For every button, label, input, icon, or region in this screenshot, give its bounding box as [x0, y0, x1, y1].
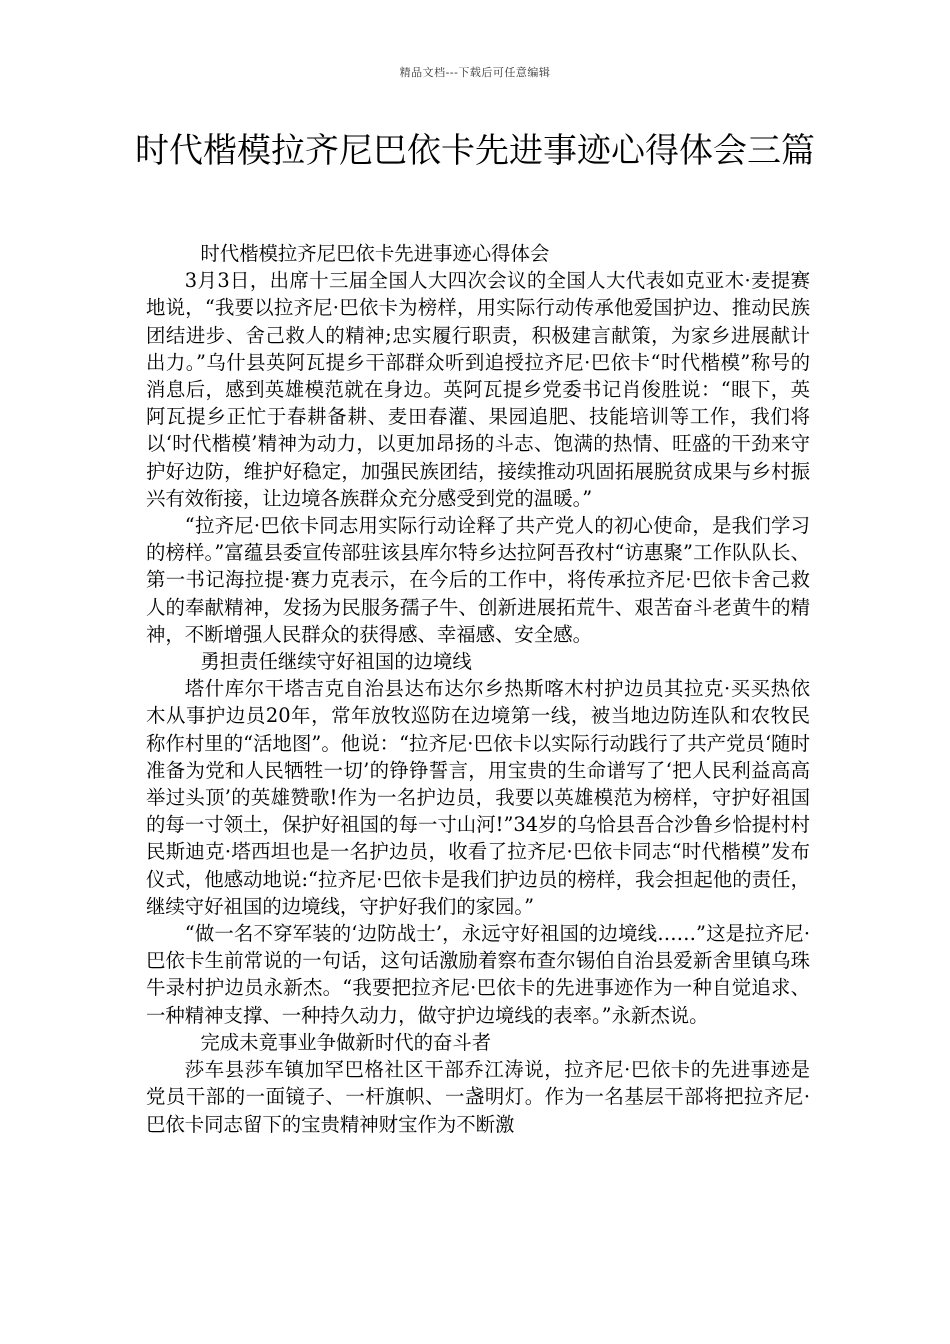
section-heading: 时代楷模拉齐尼巴依卡先进事迹心得体会 [200, 242, 550, 265]
body-paragraph: 3月3日，出席十三届全国人大四次会议的全国人大代表如克亚木·麦提赛地说，“我要以拉齐尼·巴依卡为榜样，用实际行动传承他爱国护边、推动民族团结进步、舍己救人的精神;忠实履行职责，积极建言献策，为家乡进展献计出力。”乌什县英阿瓦提乡干部群众听到追授拉齐尼·巴依卡“时代楷模”称号的消息后，感到英雄模范就在身边。英阿瓦提乡党委书记肖俊胜说：“眼下，英阿瓦提乡正忙于春耕备耕、麦田春灌、果园追肥、技能培训等工作，我们将以‘时代楷模’精神为动力，以更加昂扬的斗志、饱满的热情、旺盛的干劲来守护好边防，维护好稳定，加强民族团结，接续推动巩固拓展脱贫成果与乡村振兴有效衔接，让边境各族群众充分感受到党的温暖。” [146, 269, 810, 510]
body-paragraph: “做一名不穿军装的‘边防战士’，永远守好祖国的边境线……”这是拉齐尼·巴依卡生前常说的一句话，这句话激励着察布查尔锡伯自治县爱新舍里镇乌珠牛录村护边员永新杰。“我要把拉齐尼·巴依卡的先进事迹作为一种自觉追求、一种精神支撑、一种持久动力，做守护边境线的表率。”永新杰说。 [146, 922, 810, 1027]
section-heading: 勇担责任继续守好祖国的边境线 [200, 650, 472, 674]
body-paragraph: “拉齐尼·巴依卡同志用实际行动诠释了共产党人的初心使命，是我们学习的榜样。”富蕴县委宣传部驻该县库尔特乡达拉阿吾孜村“访惠聚”工作队队长、第一书记海拉提·赛力克表示，在今后的工作中，将传承拉齐尼·巴依卡舍己救人的奉献精神，发扬为民服务孺子牛、创新进展拓荒牛、艰苦奋斗老黄牛的精神，不断增强人民群众的获得感、幸福感、安全感。 [146, 514, 810, 646]
body-paragraph: 塔什库尔干塔吉克自治县达布达尔乡热斯喀木村护边员其拉克·买买热依木从事护边员20年，常年放牧巡防在边境第一线，被当地边防连队和农牧民称作村里的“活地图”。他说：“拉齐尼·巴依卡以实际行动践行了共产党员‘随时准备为党和人民牺牲一切’的铮铮誓言，用宝贵的生命谱写了‘把人民利益高高举过头顶’的英雄赞歌!作为一名护边员，我要以英雄模范为榜样，守护好祖国的每一寸领土，保护好祖国的每一寸山河!”34岁的乌恰县吾合沙鲁乡恰提村村民斯迪克·塔西坦也是一名护边员，收看了拉齐尼·巴依卡同志“时代楷模”发布仪式，他感动地说:“拉齐尼·巴依卡是我们护边员的榜样，我会担起他的责任，继续守好祖国的边境线，守护好我们的家园。” [146, 677, 810, 918]
body-paragraph: 莎车县莎车镇加罕巴格社区干部乔江涛说，拉齐尼·巴依卡的先进事迹是党员干部的一面镜子、一杆旗帜、一盏明灯。作为一名基层干部将把拉齐尼·巴依卡同志留下的宝贵精神财宝作为不断激 [146, 1058, 810, 1136]
section-heading: 完成未竟事业争做新时代的奋斗者 [200, 1030, 492, 1054]
document-body [146, 240, 810, 1138]
header-note: 精品文档---下载后可任意编辑 [399, 66, 551, 79]
document-title: 时代楷模拉齐尼巴依卡先进事迹心得体会三篇 [135, 131, 815, 171]
